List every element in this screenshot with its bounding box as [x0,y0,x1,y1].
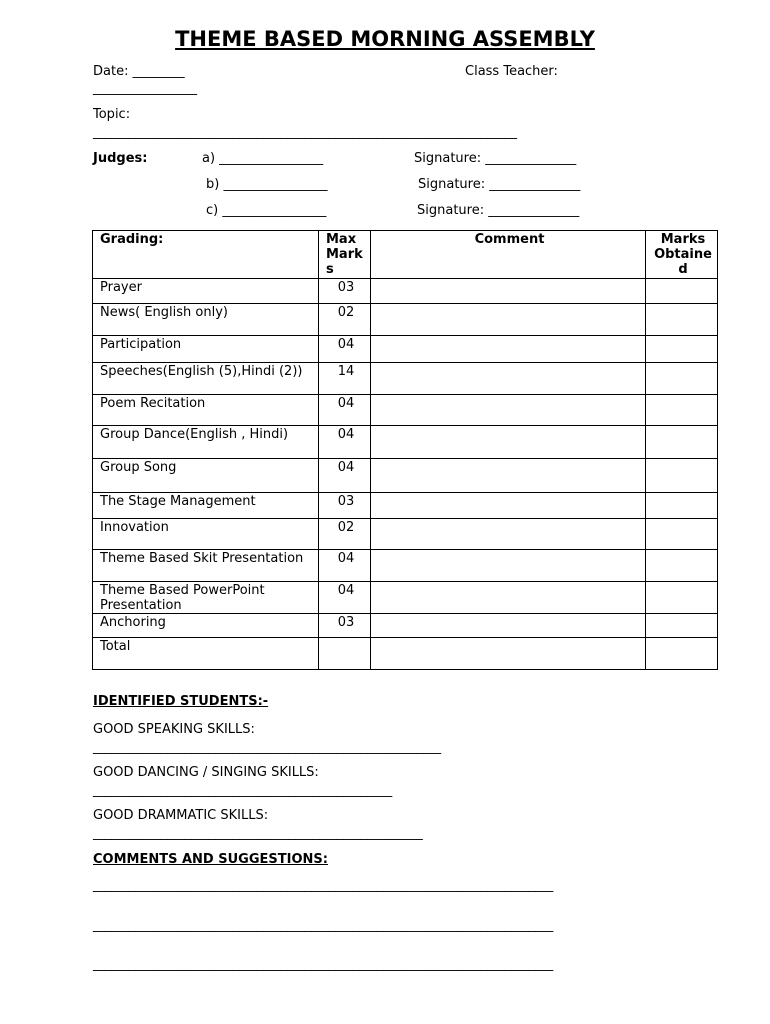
grading-item: Theme Based PowerPoint Presentation [93,582,319,614]
judge-b-line: b) ________________ [206,177,328,192]
grading-item: News( English only) [93,304,319,336]
comment-cell [371,493,646,519]
comment-cell [371,582,646,614]
comment-cell [371,279,646,304]
judge-a-line: a) ________________ [202,151,324,166]
marks-obtained-header: Marks Obtained [646,231,718,279]
comments-suggestions-heading: COMMENTS AND SUGGESTIONS: [93,852,328,867]
grading-item: Theme Based Skit Presentation [93,550,319,582]
table-row [93,582,718,614]
max-marks: 14 [319,363,371,395]
max-marks: 04 [319,459,371,493]
table-row [93,459,718,493]
max-marks: 02 [319,519,371,550]
comment-cell [371,395,646,426]
grading-item: Group Dance(English , Hindi) [93,426,319,459]
marks-obtained-cell [646,638,718,670]
comment-cell [371,459,646,493]
comments-line-2: ____________________________________________________________________________ [93,918,553,933]
grading-header: Grading: [93,231,319,279]
comments-line-3: ____________________________________________________________________________ [93,957,553,972]
marks-obtained-cell [646,519,718,550]
grading-item: Anchoring [93,614,319,638]
marks-obtained-cell [646,459,718,493]
max-marks: 03 [319,493,371,519]
max-marks: 04 [319,582,371,614]
max-marks: 04 [319,426,371,459]
grading-item: Poem Recitation [93,395,319,426]
grading-item: Prayer [93,279,319,304]
comment-cell [371,363,646,395]
comment-cell [371,550,646,582]
max-marks: 04 [319,336,371,363]
marks-obtained-cell [646,395,718,426]
grading-item: Speeches(English (5),Hindi (2)) [93,363,319,395]
max-marks [319,638,371,670]
table-row [93,304,718,336]
date-field: Date: ________ [93,64,185,79]
dramatic-skills-label: GOOD DRAMMATIC SKILLS: [93,808,269,823]
table-row [93,493,718,519]
max-marks: 02 [319,304,371,336]
judges-label: Judges: [93,151,148,166]
dramatic-skills-line: ______________________________________________________ [93,826,423,841]
identified-students-heading: IDENTIFIED STUDENTS:- [93,694,269,709]
table-header-row [93,231,718,279]
topic-line: ______________________________________________________________________ [93,125,517,140]
comment-header: Comment [371,231,646,279]
marks-obtained-cell [646,614,718,638]
max-marks-header: Max Marks [319,231,371,279]
speaking-skills-line: _________________________________________________________ [93,740,441,755]
marks-obtained-cell [646,279,718,304]
marks-obtained-cell [646,304,718,336]
marks-obtained-cell [646,426,718,459]
table-row [93,363,718,395]
grading-table [92,230,718,670]
judge-b-signature: Signature: ______________ [418,177,581,192]
table-row [93,395,718,426]
table-row [93,279,718,304]
grading-item: The Stage Management [93,493,319,519]
grading-item: Innovation [93,519,319,550]
max-marks: 04 [319,550,371,582]
max-marks: 04 [319,395,371,426]
grading-item: Group Song [93,459,319,493]
judge-a-signature: Signature: ______________ [414,151,577,166]
table-row [93,614,718,638]
comment-cell [371,426,646,459]
page-title: THEME BASED MORNING ASSEMBLY [175,27,595,51]
max-marks: 03 [319,279,371,304]
judge-c-line: c) ________________ [206,203,327,218]
comment-cell [371,638,646,670]
comment-cell [371,304,646,336]
topic-label: Topic: [93,107,131,122]
marks-obtained-cell [646,550,718,582]
table-row [93,336,718,363]
marks-obtained-cell [646,336,718,363]
class-teacher-label: Class Teacher: [465,64,558,79]
judge-c-signature: Signature: ______________ [417,203,580,218]
table-row [93,426,718,459]
comments-line-1: ____________________________________________________________________________ [93,878,553,893]
dancing-singing-skills-label: GOOD DANCING / SINGING SKILLS: [93,765,319,780]
grading-item: Total [93,638,319,670]
class-teacher-line: ________________ [93,81,197,96]
marks-obtained-cell [646,493,718,519]
comment-cell [371,519,646,550]
grading-item: Participation [93,336,319,363]
speaking-skills-label: GOOD SPEAKING SKILLS: [93,722,255,737]
comment-cell [371,336,646,363]
table-row [93,519,718,550]
dancing-singing-skills-line: _________________________________________________ [93,783,392,798]
max-marks: 03 [319,614,371,638]
comment-cell [371,614,646,638]
table-row-total [93,638,718,670]
table-row [93,550,718,582]
marks-obtained-cell [646,363,718,395]
marks-obtained-cell [646,582,718,614]
